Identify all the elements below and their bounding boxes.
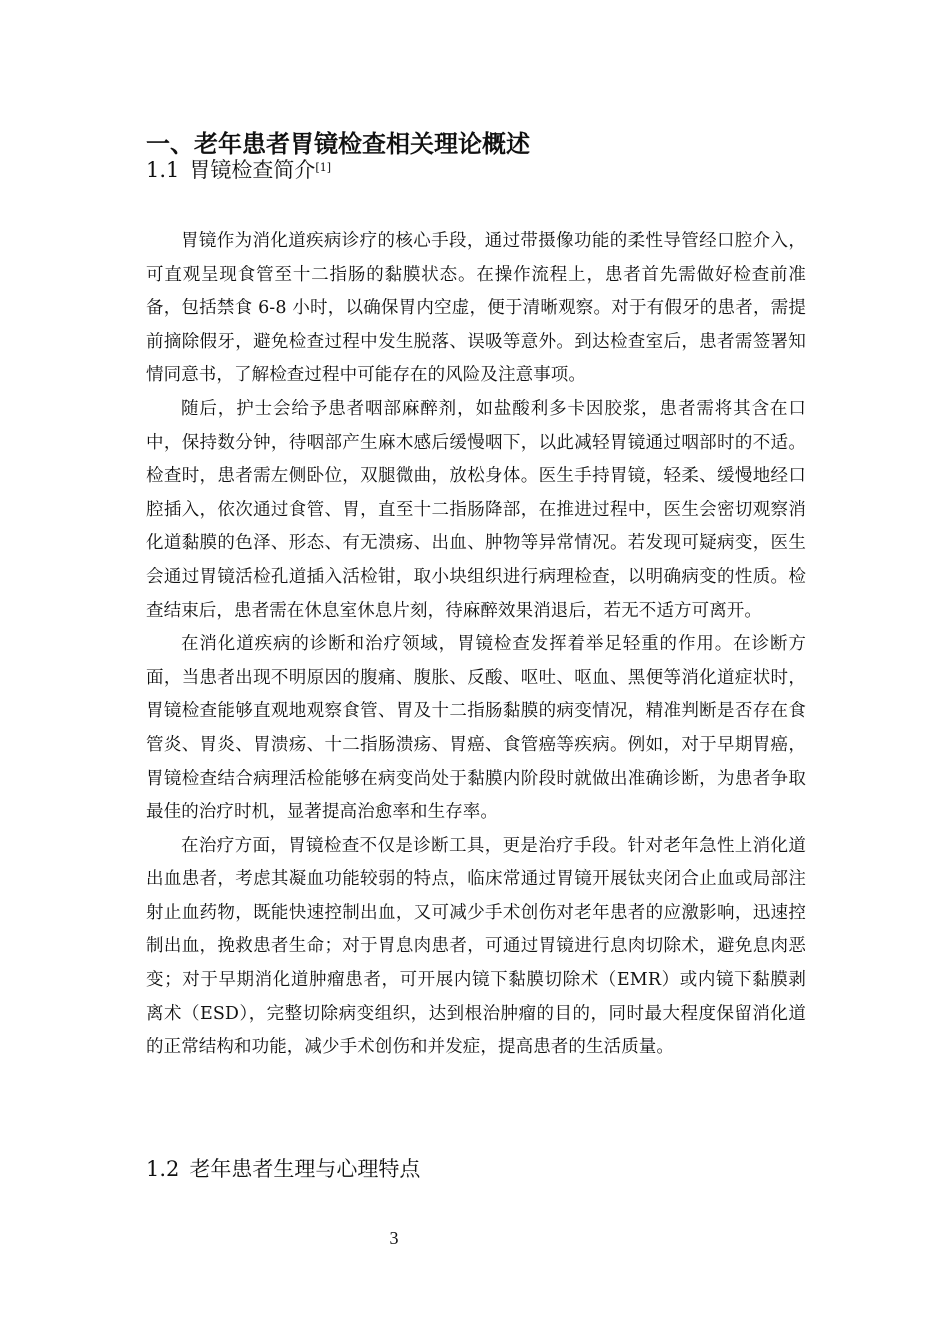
- section-title: 胃镜检查简介: [189, 158, 316, 182]
- paragraph: 在治疗方面，胃镜检查不仅是诊断工具，更是治疗手段。针对老年急性上消化道出血患者，考虑其凝血功能较弱的特点，临床常通过胃镜开展钛夹闭合止血或局部注射止血药物，既能快速控制出血，又可减少手术创伤对老年患者的应激影响，迅速控制出血，挽救患者生命；对于胃息肉患者，可通过胃镜进行息肉切除术，避免息肉恶变；对于早期消化道肿瘤患者，可开展内镜下黏膜切除术（EMR）或内镜下黏膜剥离术（ESD），完整切除病变组织，达到根治肿瘤的目的，同时最大程度保留消化道的正常结构和功能，减少手术创伤和并发症，提高患者的生活质量。: [146, 835, 806, 1058]
- citation-reference[interactable]: [1]: [315, 161, 331, 174]
- chapter-title: 一、老年患者胃镜检查相关理论概述: [146, 130, 530, 158]
- paragraph: 胃镜作为消化道疾病诊疗的核心手段，通过带摄像功能的柔性导管经口腔介入，可直观呈现食管至十二指肠的黏膜状态。在操作流程上，患者首先需做好检查前准备，包括禁食 6-8 小时，以确保胃内空虚，便于清晰观察。对于有假牙的患者，需提前摘除假牙，避免检查过程中发生脱落、误吸等意外。到达检查室后，患者需签署知情同意书，了解检查过程中可能存在的风险及注意事项。: [146, 231, 806, 386]
- page-number: 3: [389, 1228, 399, 1248]
- section-title: 老年患者生理与心理特点: [189, 1157, 421, 1181]
- section-heading-1-2: [146, 1153, 420, 1185]
- section-number: 1.2: [146, 1157, 180, 1181]
- section-heading-1-1: [146, 154, 331, 186]
- paragraph: 随后，护士会给予患者咽部麻醉剂，如盐酸利多卡因胶浆，患者需将其含在口中，保持数分钟，待咽部产生麻木感后缓慢咽下，以此减轻胃镜通过咽部时的不适。检查时，患者需左侧卧位，双腿微曲，放松身体。医生手持胃镜，轻柔、缓慢地经口腔插入，依次通过食管、胃，直至十二指肠降部，在推进过程中，医生会密切观察消化道黏膜的色泽、形态、有无溃疡、出血、肿物等异常情况。若发现可疑病变，医生会通过胃镜活检孔道插入活检钳，取小块组织进行病理检查，以明确病变的性质。检查结束后，患者需在休息室休息片刻，待麻醉效果消退后，若无不适方可离开。: [146, 398, 806, 621]
- paragraph: 在消化道疾病的诊断和治疗领域，胃镜检查发挥着举足轻重的作用。在诊断方面，当患者出现不明原因的腹痛、腹胀、反酸、呕吐、呕血、黑便等消化道症状时，胃镜检查能够直观地观察食管、胃及十二指肠黏膜的病变情况，精准判断是否存在食管炎、胃炎、胃溃疡、十二指肠溃疡、胃癌、食管癌等疾病。例如，对于早期胃癌，胃镜检查结合病理活检能够在病变尚处于黏膜内阶段时就做出准确诊断，为患者争取最佳的治疗时机，显著提高治愈率和生存率。: [146, 634, 806, 823]
- section-body: [146, 225, 806, 1065]
- document-page: [146, 0, 806, 1344]
- section-number: 1.1: [146, 158, 180, 182]
